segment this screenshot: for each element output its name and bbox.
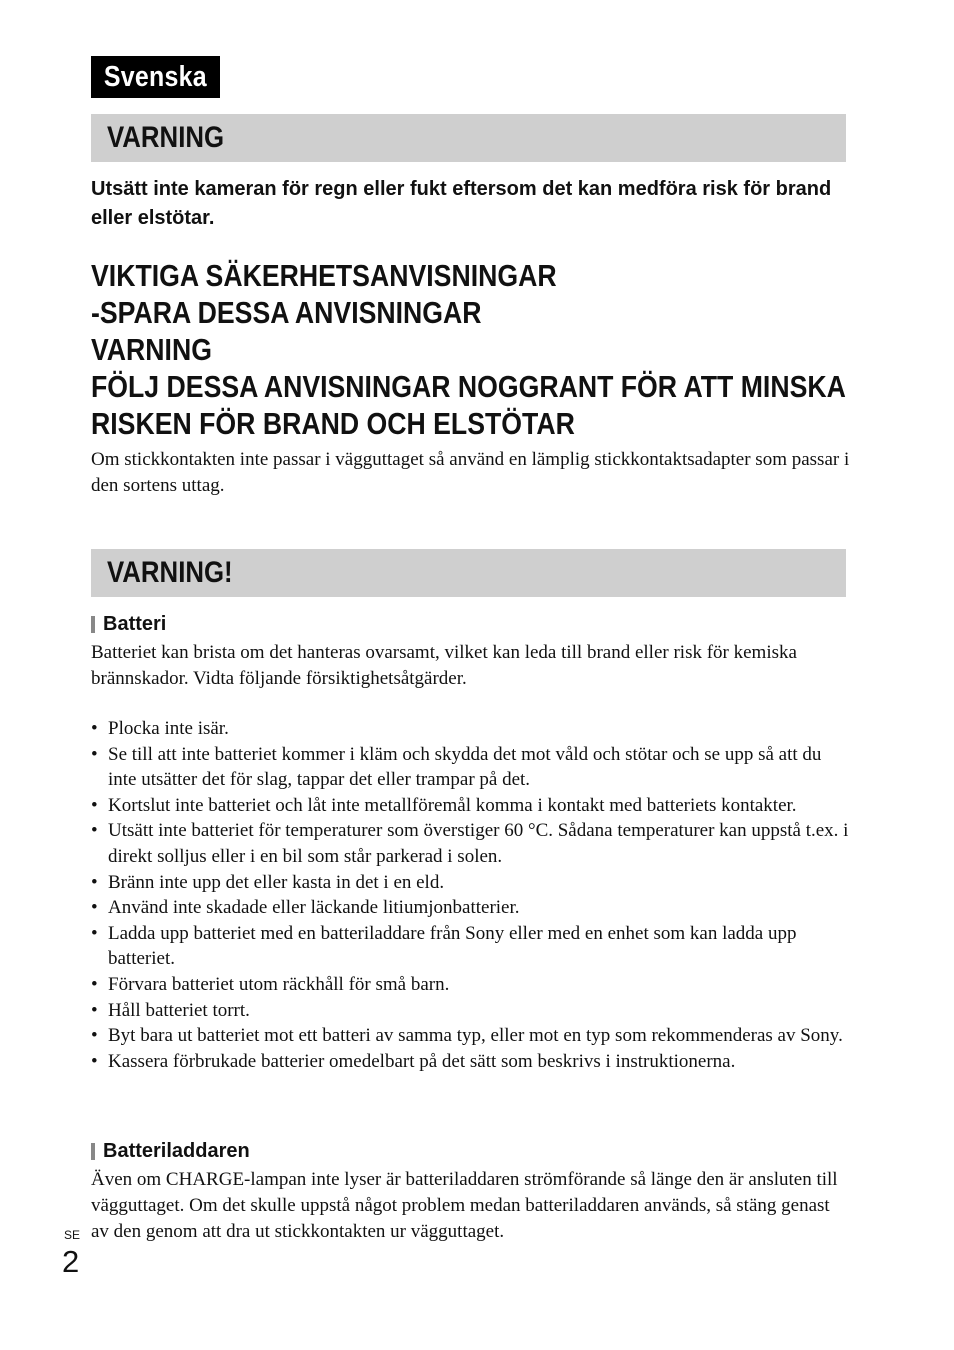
list-item-text: Utsätt inte batteriet för temperaturer som överstiger 60 °C. Sådana temperaturer kan uppstå t.ex. i direkt solljus eller i en bil som står parkerad i solen. [108, 820, 849, 867]
warning-section-header [91, 114, 846, 162]
charger-paragraph: Även om CHARGE-lampan inte lyser är batteriladdaren strömförande så länge den är ansluten till vägguttaget. Om det skulle uppstå något problem medan batteriladdaren används, så stäng genast av den genom att dra ut stickkontakten ur vägguttaget. [91, 1169, 838, 1242]
page-number: 2 [62, 1244, 80, 1279]
bullet: • [91, 1025, 98, 1047]
battery-precautions-list [91, 716, 851, 1074]
bullet: • [91, 718, 98, 739]
bullet: • [91, 973, 98, 995]
list-item [91, 1023, 851, 1049]
safety-heading-line: VARNING [91, 332, 212, 367]
bullet: • [91, 871, 98, 893]
list-item [91, 998, 851, 1024]
bullet: • [91, 922, 98, 944]
battery-intro: Batteriet kan brista om det hanteras ovarsamt, vilket kan leda till brand eller risk för kemiska brännskador. Vidta följande försiktighetsåtgärder. [91, 642, 797, 689]
list-item-text: Plocka inte isär. [108, 718, 229, 739]
plug-adapter-paragraph: Om stickkontakten inte passar i vägguttaget så använd en lämplig stickkontaktsadapter som passar i den sortens uttag. [91, 449, 850, 496]
safety-heading-line: -SPARA DESSA ANVISNINGAR [91, 295, 482, 330]
list-item [91, 895, 851, 921]
safety-heading-line: RISKEN FÖR BRAND OCH ELSTÖTAR [91, 406, 575, 441]
bullet: • [91, 743, 98, 765]
list-item [91, 870, 851, 896]
list-item-text: Kortslut inte batteriet och låt inte metallföremål komma i kontakt med batteriets kontakter. [108, 794, 797, 816]
list-item [91, 921, 851, 972]
battery-heading-text: Batteri [103, 613, 167, 635]
bullet: • [91, 897, 98, 919]
page-language-code: SE [64, 1228, 81, 1242]
list-item-text: Förvara batteriet utom räckhåll för små barn. [108, 973, 450, 995]
list-item [91, 742, 851, 793]
safety-instructions-heading [91, 257, 891, 442]
charger-heading [91, 1138, 250, 1164]
rain-moisture-warning: Utsätt inte kameran för regn eller fukt eftersom det kan medföra risk för brand eller elstötar. [91, 178, 832, 229]
warning-section-title: VARNING [107, 121, 225, 154]
charger-heading-text: Batteriladdaren [103, 1140, 250, 1162]
list-item [91, 818, 851, 869]
heading-marker [91, 1143, 95, 1160]
bullet: • [91, 794, 98, 816]
warning-exclaim-section-header [91, 549, 846, 597]
list-item-text: Bränn inte upp det eller kasta in det i en eld. [108, 871, 445, 893]
list-item [91, 716, 851, 742]
battery-heading [91, 611, 166, 637]
bullet: • [91, 820, 98, 842]
list-item-text: Kassera förbrukade batterier omedelbart på det sätt som beskrivs i instruktionerna. [108, 1050, 736, 1072]
list-item [91, 972, 851, 998]
bullet: • [91, 999, 98, 1021]
list-item-text: Se till att inte batteriet kommer i kläm och skydda det mot våld och stötar och se upp så att du inte utsätter det för slag, tappar det eller trampar på det. [108, 743, 822, 791]
bullet: • [91, 1050, 98, 1072]
safety-heading-line: VIKTIGA SÄKERHETSANVISNINGAR [91, 258, 557, 293]
list-item-text: Använd inte skadade eller läckande litiumjonbatterier. [108, 897, 520, 919]
warning-exclaim-title: VARNING! [107, 556, 233, 589]
list-item-text: Ladda upp batteriet med en batteriladdare från Sony eller med en enhet som kan ladda upp batteriet. [108, 922, 797, 970]
list-item [91, 1049, 851, 1075]
list-item [91, 793, 851, 819]
language-tag: Svenska [91, 56, 220, 98]
list-item-text: Håll batteriet torrt. [108, 999, 250, 1021]
safety-heading-line: FÖLJ DESSA ANVISNINGAR NOGGRANT FÖR ATT MINSKA [91, 369, 846, 404]
list-item-text: Byt bara ut batteriet mot ett batteri av samma typ, eller mot en typ som rekommenderas av Sony. [108, 1025, 843, 1047]
heading-marker [91, 616, 95, 633]
